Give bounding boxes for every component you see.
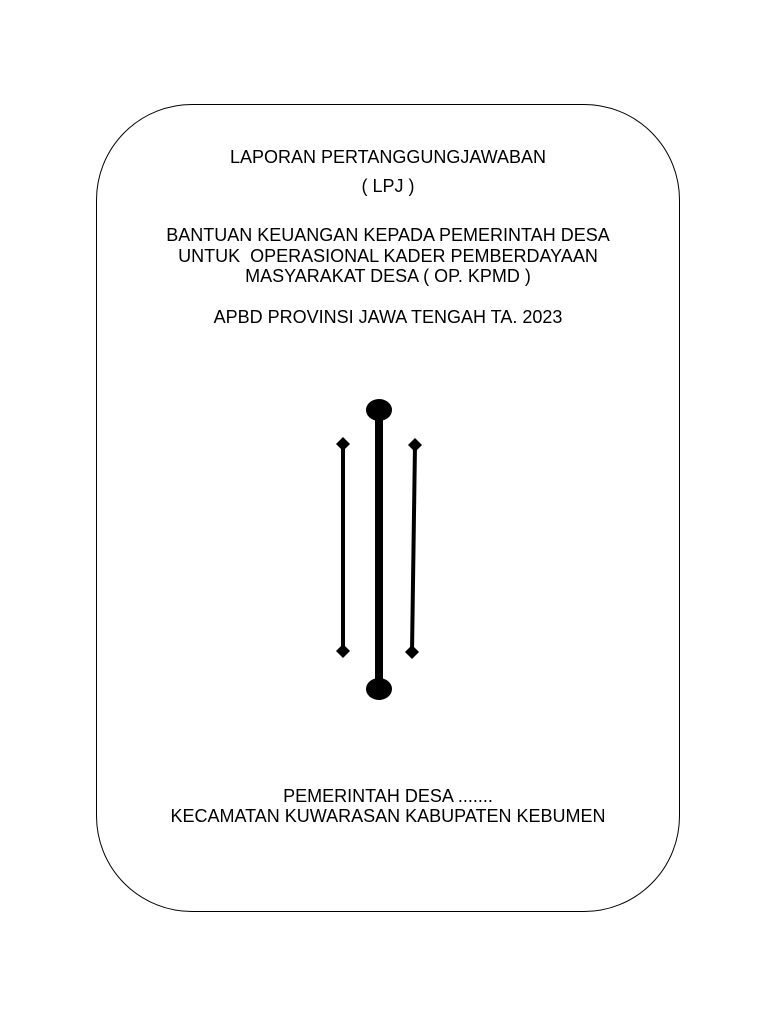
subject-line-1: BANTUAN KEUANGAN KEPADA PEMERINTAH DESA bbox=[166, 225, 610, 245]
vertical-rule-ornament-icon bbox=[318, 392, 438, 704]
footer-line-1: PEMERINTAH DESA ....... bbox=[283, 786, 493, 806]
budget-line: APBD PROVINSI JAWA TENGAH TA. 2023 bbox=[213, 307, 563, 327]
right-bar-top-diamond bbox=[408, 438, 422, 452]
right-bar bbox=[412, 445, 415, 652]
right-bar-bottom-diamond bbox=[405, 645, 419, 659]
title-line-2: ( LPJ ) bbox=[361, 176, 415, 196]
center-bar bbox=[375, 410, 383, 690]
center-bar-bottom-knob bbox=[366, 678, 392, 700]
center-bar-top-knob bbox=[366, 399, 392, 421]
subject-line-3: MASYARAKAT DESA ( OP. KPMD ) bbox=[245, 266, 531, 286]
subject-line-2: UNTUK OPERASIONAL KADER PEMBERDAYAAN bbox=[178, 246, 598, 266]
left-bar-bottom-diamond bbox=[336, 644, 350, 658]
left-bar-top-diamond bbox=[336, 437, 350, 451]
title-line-1: LAPORAN PERTANGGUNGJAWABAN bbox=[229, 147, 547, 167]
footer-line-2: KECAMATAN KUWARASAN KABUPATEN KEBUMEN bbox=[170, 806, 606, 826]
